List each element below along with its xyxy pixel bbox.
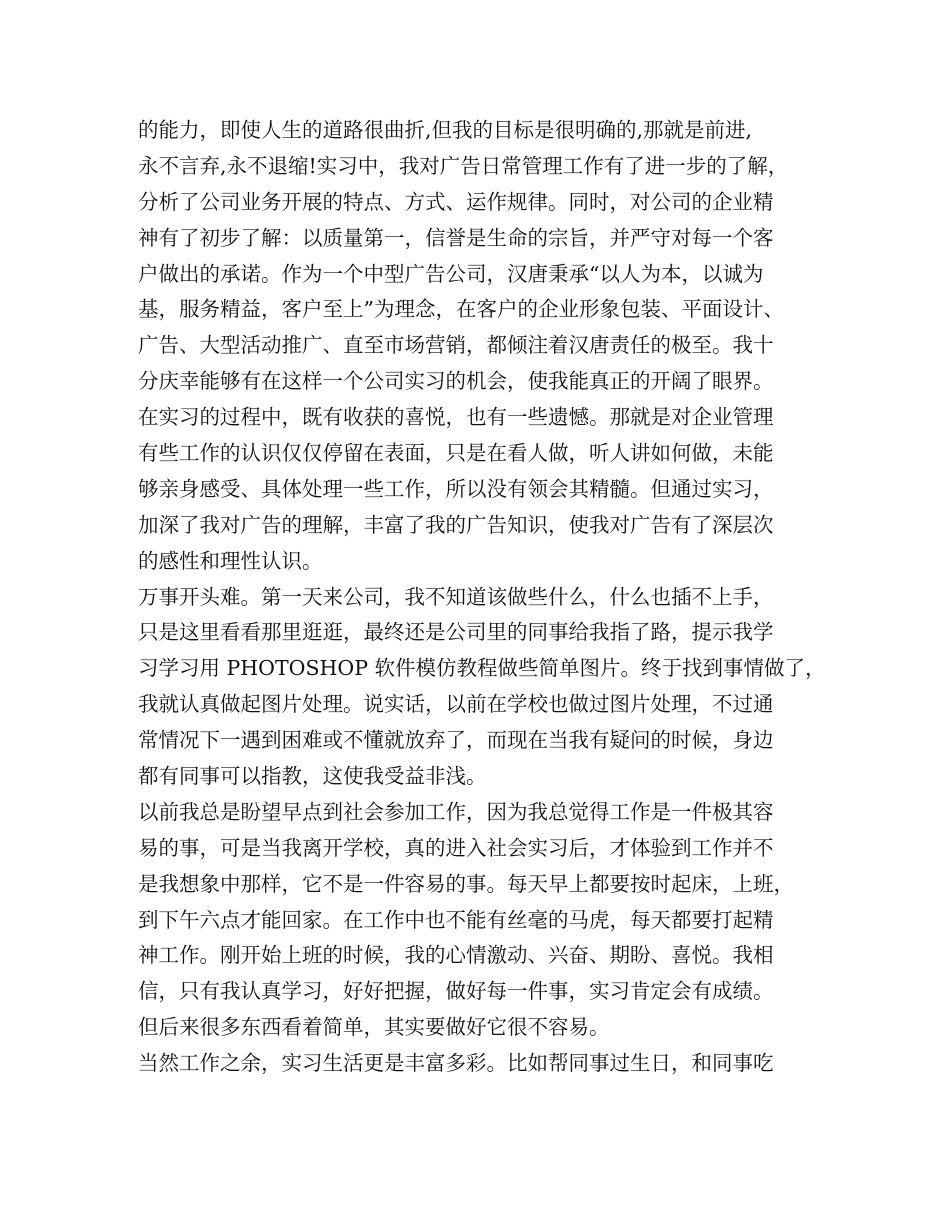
text-line: 常情况下一遇到困难或不懂就放弃了，而现在当我有疑问的时候，身边: [138, 728, 774, 753]
text-line: 当然工作之余，实习生活更是丰富多彩。比如帮同事过生日，和同事吃: [138, 1051, 774, 1076]
text-line: 的能力，即使人生的道路很曲折,但我的目标是很明确的,那就是前进,: [138, 118, 753, 142]
text-line: 基，服务精益，客户至上”为理念，在客户的企业形象包装、平面设计、: [138, 297, 784, 322]
text-line: 是我想象中那样，它不是一件容易的事。每天早上都要按时起床，上班，: [138, 871, 794, 896]
text-line: 易的事，可是当我离开学校，真的进入社会实习后，才体验到工作并不: [138, 835, 774, 860]
text-line: 以前我总是盼望早点到社会参加工作，因为我总觉得工作是一件极其容: [138, 799, 774, 824]
body-text: [138, 113, 838, 1082]
text-line: 够亲身感受、具体处理一些工作，所以没有领会其精髓。但通过实习，: [138, 476, 774, 501]
text-line: 神有了初步了解：以质量第一，信誉是生命的宗旨，并严守对每一个客: [138, 225, 774, 250]
text-line: 广告、大型活动推广、直至市场营销，都倾注着汉唐责任的极至。我十: [138, 333, 774, 358]
text-line: 的感性和理性认识。: [138, 548, 323, 573]
text-line: 加深了我对广告的理解，丰富了我的广告知识，使我对广告有了深层次: [138, 512, 774, 537]
text-line: 分析了公司业务开展的特点、方式、运作规律。同时，对公司的企业精: [138, 189, 774, 214]
text-line: 分庆幸能够有在这样一个公司实习的机会，使我能真正的开阔了眼界。: [138, 369, 774, 394]
text-line: 但后来很多东西看着简单，其实要做好它很不容易。: [138, 1015, 610, 1040]
text-line: 户做出的承诺。作为一个中型广告公司，汉唐秉承“以人为本，以诚为: [138, 261, 764, 286]
text-line: 信，只有我认真学习，好好把握，做好每一件事，实习肯定会有成绩。: [138, 979, 774, 1004]
text-line: 都有同事可以指教，这使我受益非浅。: [138, 764, 487, 789]
text-line: 到下午六点才能回家。在工作中也不能有丝毫的马虎，每天都要打起精: [138, 907, 774, 932]
text-line: 习学习用 PHOTOSHOP 软件模仿教程做些简单图片。终于找到事情做了，: [138, 656, 826, 681]
text-line: 神工作。刚开始上班的时候，我的心情激动、兴奋、期盼、喜悦。我相: [138, 943, 774, 968]
text-line: 在实习的过程中，既有收获的喜悦，也有一些遗憾。那就是对企业管理: [138, 405, 774, 430]
text-line: 万事开头难。第一天来公司，我不知道该做些什么，什么也插不上手，: [138, 584, 774, 609]
text-line: 我就认真做起图片处理。说实话，以前在学校也做过图片处理，不过通: [138, 692, 774, 717]
text-line: 有些工作的认识仅仅停留在表面，只是在看人做，听人讲如何做，未能: [138, 441, 774, 466]
text-line: 永不言弃,永不退缩!实习中，我对广告日常管理工作有了进一步的了解，: [138, 153, 789, 178]
text-line: 只是这里看看那里逛逛，最终还是公司里的同事给我指了路，提示我学: [138, 620, 774, 645]
